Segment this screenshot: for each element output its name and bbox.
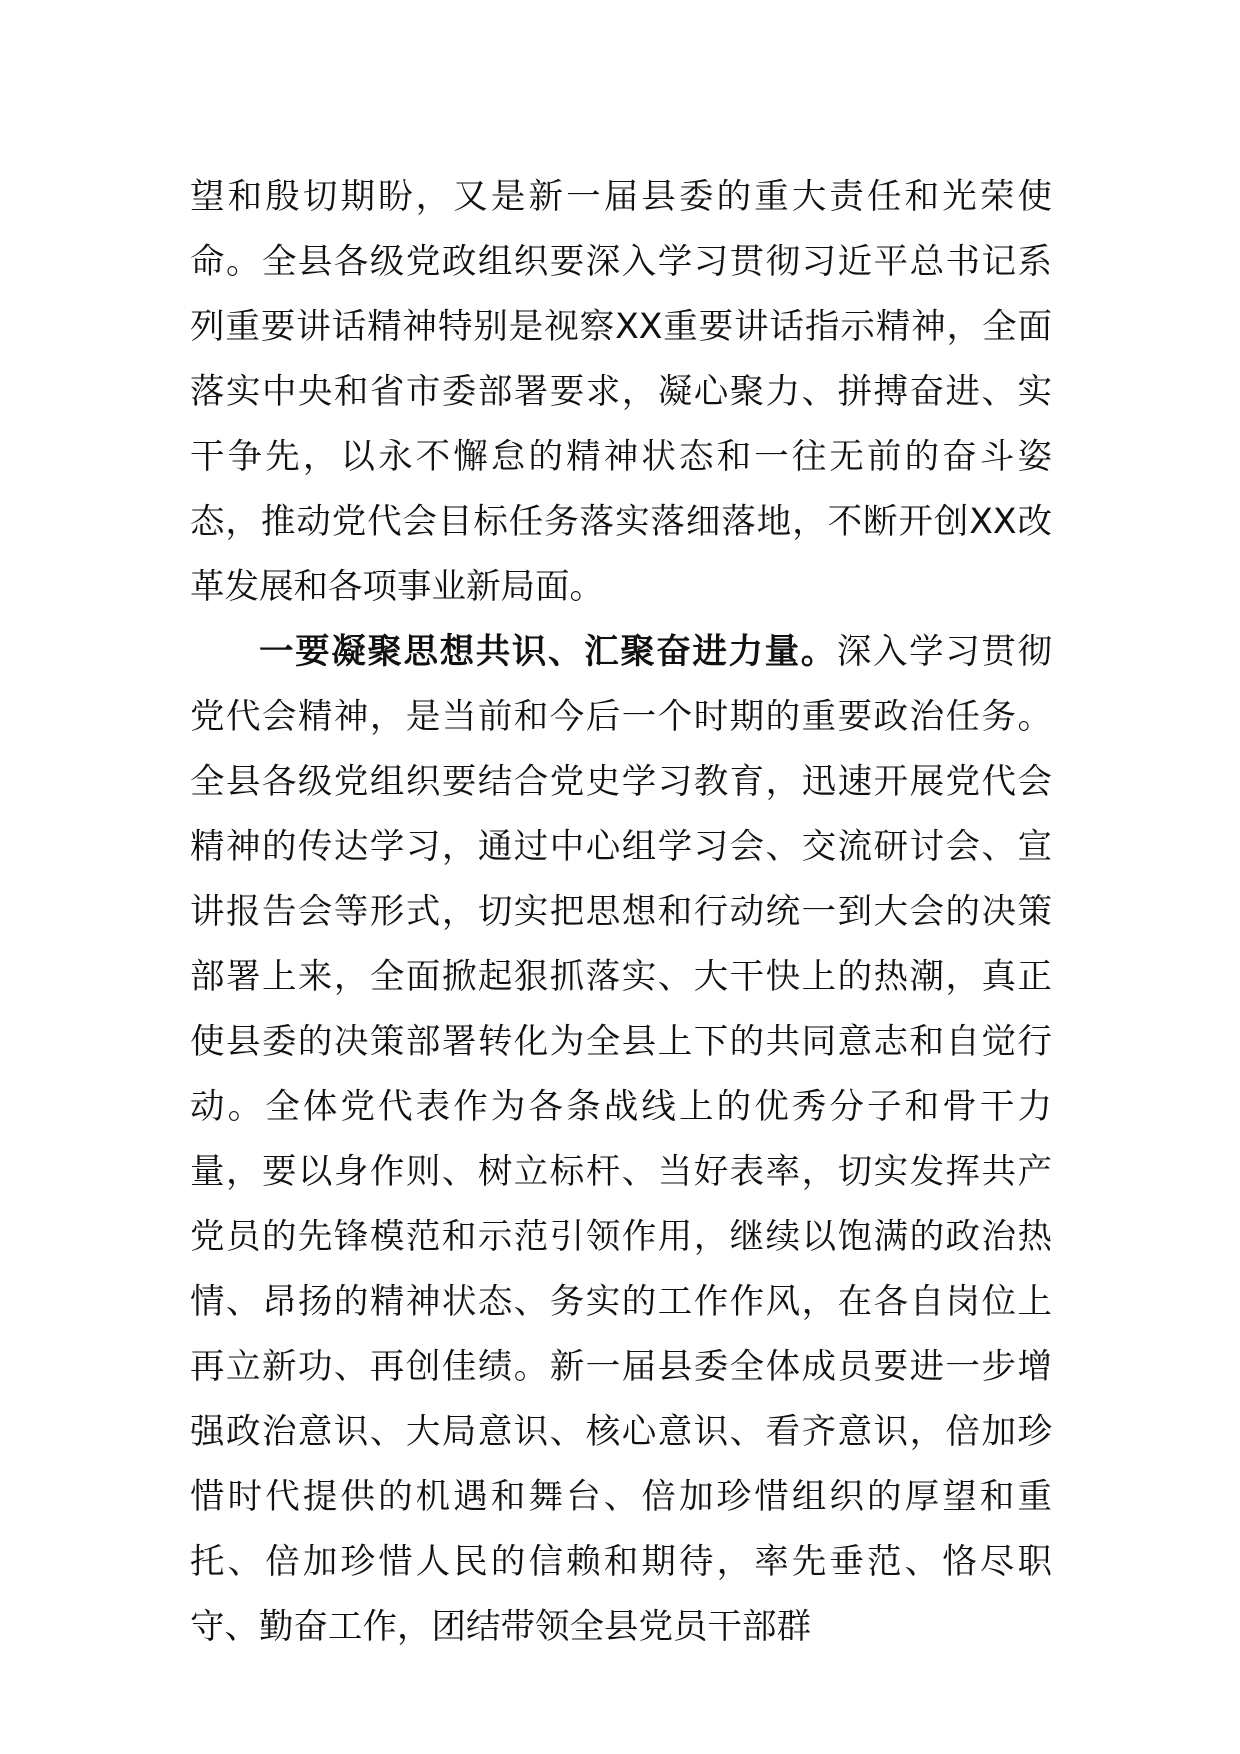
paragraph-continuation xyxy=(190,165,1052,620)
paragraph-section-one xyxy=(190,620,1052,1660)
section-heading: 一要凝聚思想共识、汇聚奋进力量。 xyxy=(259,632,837,672)
document-page xyxy=(190,165,1052,1660)
paragraph-text: 深入学习贯彻党代会精神，是当前和今后一个时期的重要政治任务。全县各级党组织要结合党史学习教育，迅速开展党代会精神的传达学习，通过中心组学习会、交流研讨会、宣讲报告会等形式，切实把思想和行动统一到大会的决策部署上来，全面掀起狠抓落实、大干快上的热潮，真正使县委的决策部署转化为全县上下的共同意志和自觉行动。全体党代表作为各条战线上的优秀分子和骨干力量，要以身作则、树立标杆、当好表率，切实发挥共产党员的先锋模范和示范引领作用，继续以饱满的政治热情、昂扬的精神状态、务实的工作作风，在各自岗位上再立新功、再创佳绩。新一届县委全体成员要进一步增强政治意识、大局意识、核心意识、看齐意识，倍加珍惜时代提供的机遇和舞台、倍加珍惜组织的厚望和重托、倍加珍惜人民的信赖和期待，率先垂范、恪尽职守、勤奋工作，团结带领全县党员干部群 xyxy=(190,632,1053,1647)
paragraph-text: 望和殷切期盼，又是新一届县委的重大责任和光荣使命。全县各级党政组织要深入学习贯彻习近平总书记系列重要讲话精神特别是视察XX重要讲话指示精神，全面落实中央和省市委部署要求，凝心聚力、拼搏奋进、实干争先，以永不懈怠的精神状态和一往无前的奋斗姿态，推动党代会目标任务落实落细落地，不断开创XX改革发展和各项事业新局面。 xyxy=(190,177,1052,607)
